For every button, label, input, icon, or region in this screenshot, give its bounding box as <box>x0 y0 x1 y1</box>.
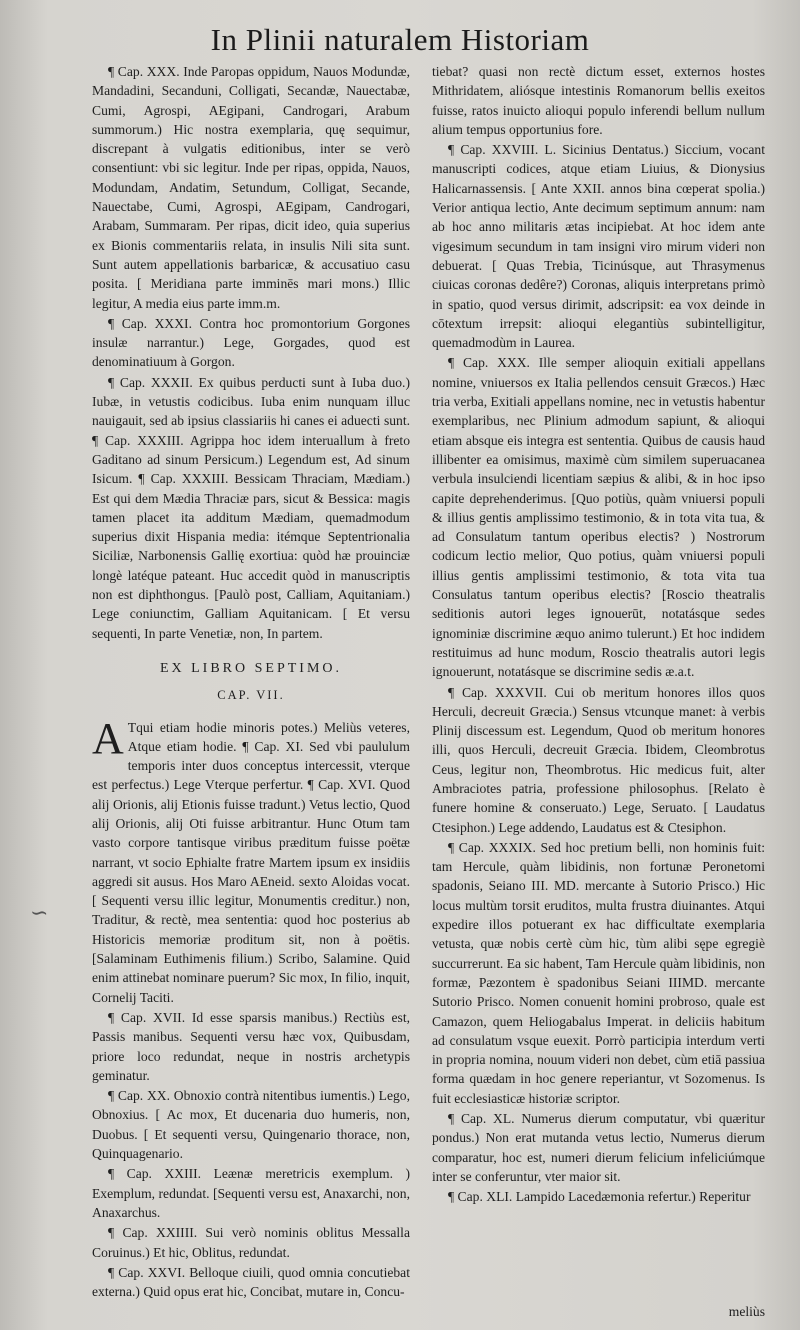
margin-flourish: ∽ <box>30 900 49 925</box>
paragraph: tiebat? quasi non rectè dictum esset, externos hostes Mithridatem, aliósque intestinis Romanorum bellis exeitos fuisse, ratos inuicto alioqui populo inferendi bellum nullum alium tempus opportunius fore. <box>432 64 765 137</box>
paragraph: ¶ Cap. XX. Obnoxio contrà nitentibus iumentis.) Lego, Obnoxius. [ Ac mox, Et ducenaria duo humeris, non, Duobus. [ Et sequenti versu, Quingenario thorace, non, Quinquagenario. <box>92 1088 410 1162</box>
paragraph: ¶ Cap. XXX. Ille semper alioquin exitiali appellans nomine, vniuersos ex Italia pellendos censuit Græcos.) Hæc tria verba, Exitiali appellans nomine, nec in vetustis habentur exemplaribus, nec Plinium admodum sapiunt, & alioqui etiam absque eis integra est sententia. Quibus de causis haud illibenter ea omisimus, maximè cùm similem superuacanea verbula insulciendi licentiam sæpius & alibi, & in hoc ipso capite deprehenderimus. [Quo potiùs, quàm vniuersi populi & illius gentis amplissimo testimonio, & in tota vita tua, & ad Consulatum tantum operibus electis? ) Nostrorum codicum lectio melior, Quo potius, quàm vniuersi populi illius gentis amplissimi testimonio, & tota vita tua Consulatus tantum operibus electis? [Roscio theatralis seditionis autori leges ignouerūt, notatásque sedes ignominiæ discrimine æquo animo tulerunt.) Et hoc indidem restituimus ad hunc modum, Roscio theatralis autori legis ignouerunt, notatásque se discrimine sedis æ.a.t. <box>432 355 765 680</box>
drop-capital: A <box>92 713 124 763</box>
paragraph: ¶ Cap. XXIII. Leænæ meretricis exemplum. ) Exemplum, redundat. [Sequenti versu est, Anaxarchi, non, Anaxarchus. <box>92 1166 410 1220</box>
paragraph-text: Tqui etiam hodie minoris potes.) Meliùs veteres, Atque etiam hodie. ¶ Cap. XI. Sed vbi paululum temporis inter duos conceptus intercessit, vterque est perfectus.) Lege Vterque perfertur. ¶ Cap. XVI. Quod alij Orionis, alij Etionis fuisse tradunt.) Vetus lectio, Quod alij Orionis, alij Oti fuisse arbitrantur. Hunc Otum tam vasto corpore tantisque viribus præditum fuisse poëtæ narrant, vt socio Ephialte fratre Martem ipsum ex insidiis aggredi sit ausus. Hos Maro AEneid. sexto Aloidas vocat. [ Sequenti versu illic legitur, Monumentis creditur.) non, Traditur, & rectè, mea sententia: quod hoc posterius ab Historicis memoriæ proditum sit, non à poëtis. [Salaminam Euthimenis filium.) Scribo, Salamine. Quid enim attinebat nominare puerum? Sic mox, In filio, inquit, Cornelij Taciti. <box>92 719 410 1005</box>
paragraph: ¶ Cap. XL. Numerus dierum computatur, vbi quæritur pondus.) Non erat mutanda vetus lectio, Numerus dierum comparatur, hoc est, numeri dierum felicium infeliciúmque inter se conferuntur, vter maior sit. <box>432 1111 765 1184</box>
book-heading: EX LIBRO SEPTIMO. <box>159 660 343 676</box>
paragraph: ¶ Cap. XXVI. Belloque ciuili, quod omnia concutiebat externa.) Quid opus erat hic, Concibat, mutare in, Concu- <box>92 1264 410 1300</box>
paragraph: ¶ Cap. XVII. Id esse sparsis manibus.) Rectiùs est, Passis manibus. Sequenti versu hæc vox, Quibusdam, priore loco redundat, neque in nostris archetypis geminatur. <box>92 1009 410 1083</box>
paragraph: ¶ Cap. XXXI. Contra hoc promontorium Gorgones insulæ narrantur.) Lege, Gorgades, quod est denominatiuum à Gorgon. <box>92 315 410 370</box>
paragraph: ¶ Cap. XXXII. Ex quibus perducti sunt à Iuba duo.) Iubæ, in vetustis codicibus. Iuba enim nunquam illuc nauigauit, sed ab ipsius classiariis hi canes ei aduecti sunt. ¶ Cap. XXXIII. Agrippa hoc idem interuallum à freto Gaditano ad sinum Persicum.) Legendum est, Ad sinum Isicum. ¶ Cap. XXXIII. Bessicam Thraciam, Mædiam.) Est qui dem Mædia Thraciæ pars, sicut & Bessica: magis tamen placet ita additum Mædiam, quemadmodum superius dixit Hispania media: itémque Septentrionalia Siciliæ, Narbonensis Gallię exortiua: quòd hæ prouinciæ longè latéque pateant. Huc accedit quòd in manuscriptis non est diphthongus. [Paulò post, Calliam, Aquitaniam.) Lege coniunctim, Galliam Aquitanicam. [ Et versu sequenti, In parte Venetiæ, non, In partem. <box>92 374 410 641</box>
right-column <box>432 62 765 1208</box>
catchword: meliùs <box>728 1304 765 1319</box>
paragraph: ¶ Cap. XXIIII. Sui verò nominis oblitus Messalla Coruinus.) Et hic, Oblitus, redundat. <box>92 1225 410 1260</box>
paragraph: ¶ Cap. XXX. Inde Paropas oppidum, Nauos Modundæ, Mandadini, Secanduni, Colligati, Secandæ, Nauectabæ, Cumi, Agrospi, AEgipani, Candrogari, Arabum summorum.) Hic nostra exemplaria, quę sequimur, discrepant à vulgatis editionibus, inter se verò consentiunt: vbi sic legitur. Inde per ripas, oppida, Nauos, Modundam, Andatim, Setundum, Colligat, Secande, Nauectabe, Cumi, Agrospi, AEgipam, Candrogari, Arabam, Summaram. Per ripas, dicit ideo, quia superius ex Bionis commentariis relata, in insulis Nili sita sunt. Sunt autem appellationis barbaricæ, & accusatiuo casu posita. [ Meridiana parte imminēs mari mons.) Illic legitur, A media eius parte imm.m. <box>92 64 410 311</box>
page-title: In Plinii naturalem Historiam <box>210 22 590 57</box>
paragraph <box>92 713 410 1007</box>
paragraph: ¶ Cap. XXXVII. Cui ob meritum honores illos quos Herculi, decreuit Græcia.) Sensus vtcunque manet: à verbis Plinij discessum est. Legendum, Quod ob meritum honores illi, quos Herculi, decreuit Græcia. Ibidem, Cleombrotus Ceus, legitur non, Theombrotus. Hic medicus fuit, alter Ambraciotes patria, professione philosophus. [Relato è funere homine & conseruato.) Lege, Seruato. [ Laudatus Ctesiphon.) Lege addendo, Laudatus est & Ctesiphon. <box>432 684 765 835</box>
paragraph: ¶ Cap. XXXIX. Sed hoc pretium belli, non hominis fuit: tam Hercule, quàm libidinis, non fortunæ Peronetomi spadonis, Seiano III. MD. mercante à Sutorio Prisco.) Hic locus multùm torsit eruditos, multa frustra diuinantes. Atqui expedire illos potuerant ex hac difficultate exemplaria vetusta, quæ nobis certè cùm hic, tùm alibi sępe egregiè succurrerunt. Ea sic habent, Tam Hercule quàm libidinis, non formæ, Pæzontem è spadonibus Seiani IIIMD. mercante Sutorio Prisco. Nomen conuenit homini probroso, quale est Camazon, quem Heliogabalus Imperat. in deliciis habitum ad consulatum vsque euexit. Porrò participia interdum verti in propria nomina, nouum videri non debet, cùm etiā passiua forma quædam in hoc genere reperiantur, vt Sozomenus. Is fuit ecclesiasticæ historiæ scriptor. <box>432 839 765 1106</box>
paragraph: ¶ Cap. XXVIII. L. Sicinius Dentatus.) Siccium, vocant manuscripti codices, atque etiam Liuius, & Dionysius Halicarnassensis. [ Ante XXII. annos bina cœperat spolia.) Verior antiqua lectio, Ante decimum septimum annum: nam ab hoc anno militaris ætas incipiebat. At hoc idem ante vigesimum secundum in tam insigni viro mirum videri non debuerat. [ Quas Trebia, Ticinúsque, aut Thrasymenus ciuicas coronas dedêre?) Coronas, aliquis interpretans primò in spatio, quod versus dirimit, adscripsit: ea vox deinde in cōtextum irrepsit: alioqui elegantiùs subintelligitur, quemadmodùm in Laurea. <box>432 142 765 351</box>
paragraph: ¶ Cap. XLI. Lampido Lacedæmonia refertur.) Reperitur <box>448 1189 751 1205</box>
chapter-heading: CAP. VII. <box>217 688 285 703</box>
left-column <box>92 62 410 1302</box>
